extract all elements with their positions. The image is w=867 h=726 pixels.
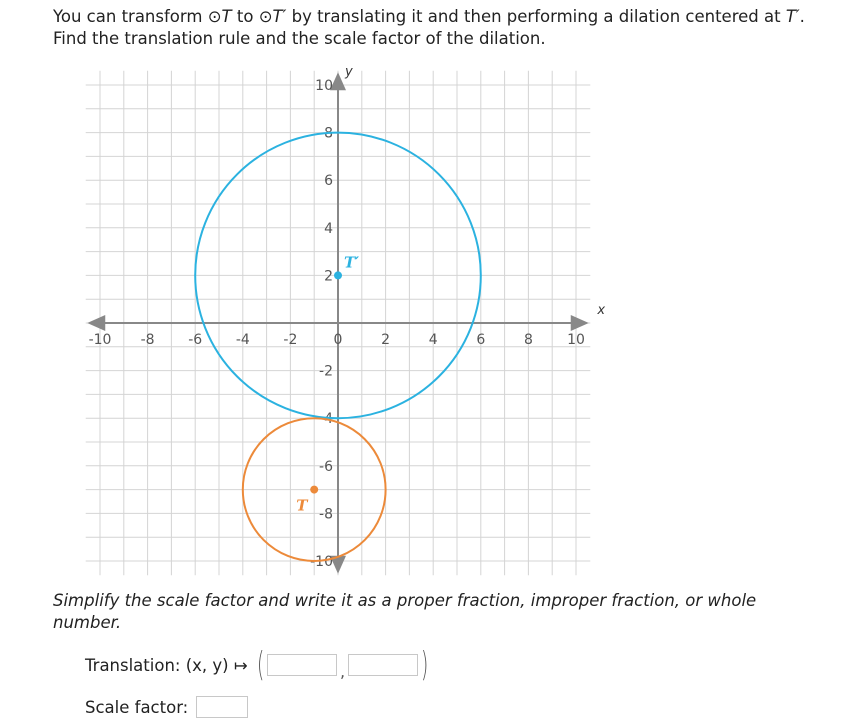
x-tick-label: 8 <box>523 332 533 348</box>
scale-factor-label: Scale factor: <box>85 697 189 717</box>
instruction-text: Simplify the scale factor and write it as a proper fraction, improper fraction, or whole number. <box>53 591 757 632</box>
T-prime-circle-center-point <box>334 271 342 279</box>
x-tick-label: 2 <box>381 332 391 348</box>
prompt-text: by translating it and then performing a dilation centered at <box>286 7 786 26</box>
y-tick-label: -2 <box>319 363 333 380</box>
prompt-text: to <box>231 7 259 26</box>
y-tick-label: 4 <box>324 220 333 237</box>
pre-image-name: T <box>221 7 232 26</box>
comma: , <box>339 661 346 681</box>
x-tick-label: 10 <box>567 332 585 348</box>
circle-symbol-icon: ⊙ <box>258 7 273 26</box>
axes <box>87 64 605 573</box>
y-tick-label: 10 <box>315 78 333 94</box>
translation-label: Translation: (x, y) ↦ <box>85 655 248 675</box>
T-prime-label: T′ <box>344 253 360 272</box>
translation-y-input[interactable] <box>348 654 418 676</box>
prompt-text: . <box>799 7 805 26</box>
scale-factor-input[interactable] <box>196 696 248 718</box>
x-tick-label: 4 <box>428 332 438 348</box>
x-tick-label: -6 <box>188 332 203 348</box>
translation-row <box>85 645 431 685</box>
prompt-text-line2: Find the translation rule and the scale factor of the dilation. <box>53 29 546 48</box>
y-tick-label: 6 <box>324 173 333 190</box>
T-label: T <box>296 496 308 515</box>
x-tick-label: -10 <box>88 332 112 348</box>
y-axis-label: y <box>345 64 353 80</box>
y-tick-label: 8 <box>324 125 333 142</box>
x-tick-label: -8 <box>140 332 155 348</box>
open-paren: ( <box>256 645 264 685</box>
prompt-text: You can transform <box>53 7 208 26</box>
y-tick-label: 2 <box>324 268 333 285</box>
close-paren: ) <box>421 645 429 685</box>
y-tick-label: -6 <box>319 458 333 475</box>
x-tick-label: 0 <box>333 332 343 348</box>
circle-symbol-icon: ⊙ <box>207 7 222 26</box>
x-tick-label: -2 <box>283 332 298 348</box>
dilation-center-name: T′ <box>785 7 800 26</box>
y-tick-label: -8 <box>319 506 333 523</box>
x-tick-label: 6 <box>476 332 486 348</box>
x-axis-label: x <box>597 303 606 318</box>
x-axis-right-arrow-icon <box>571 315 589 331</box>
translation-x-input[interactable] <box>267 654 337 676</box>
y-tick-label: -10 <box>310 554 333 570</box>
y-tick-label: -4 <box>319 411 333 428</box>
x-tick-label: -4 <box>235 332 250 348</box>
image-name: T′ <box>272 7 287 26</box>
scale-factor-row <box>85 692 248 722</box>
T-circle-center-point <box>310 486 318 494</box>
x-axis-left-arrow-icon <box>87 315 105 331</box>
